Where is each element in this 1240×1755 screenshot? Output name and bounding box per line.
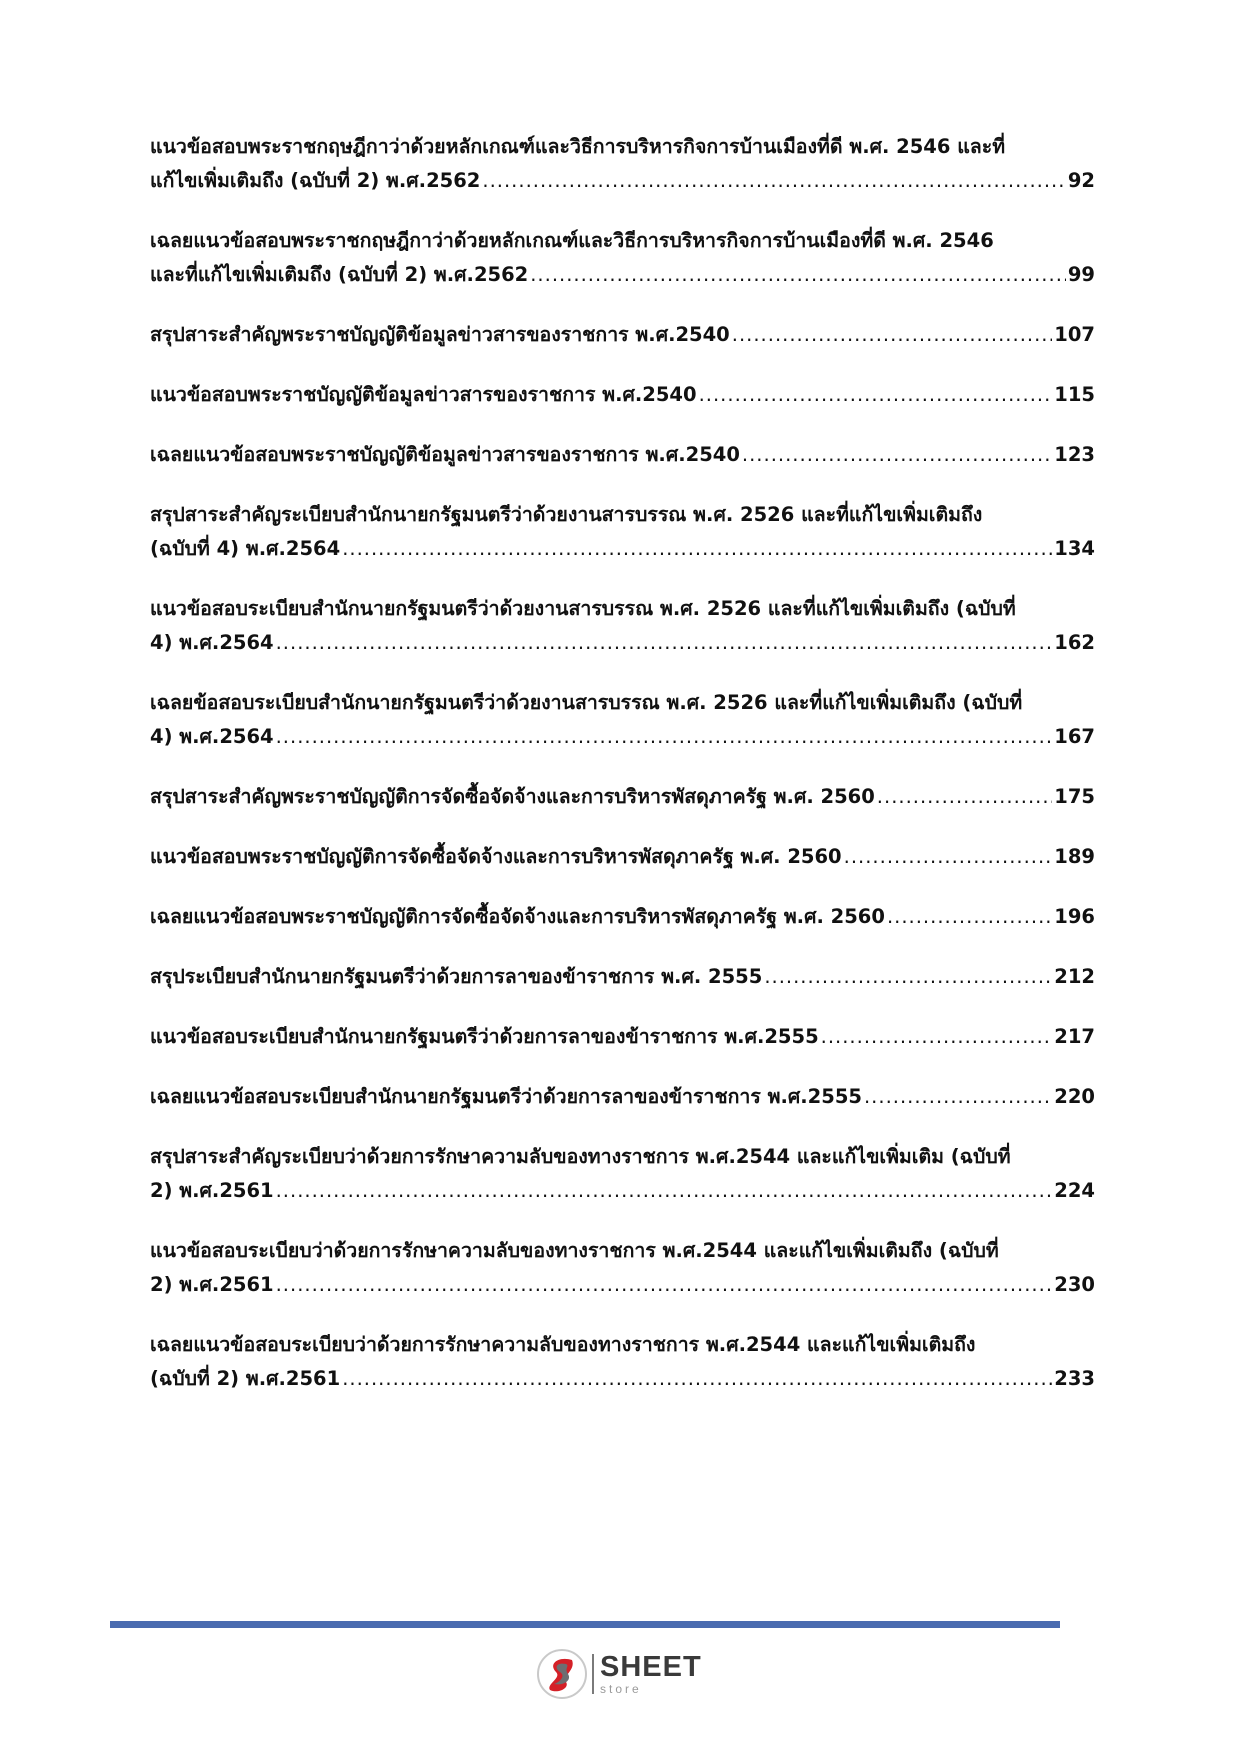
logo-text bbox=[600, 1653, 702, 1695]
toc-entry-line bbox=[150, 1020, 1095, 1054]
toc-entry-line bbox=[150, 378, 1095, 412]
toc-entry[interactable] bbox=[150, 900, 1095, 934]
toc-entry-title: แนวข้อสอบพระราชบัญญัติการจัดซื้อจัดจ้างและการบริหารพัสดุภาครัฐ พ.ศ. 2560 bbox=[150, 845, 842, 868]
toc-entry[interactable] bbox=[150, 1328, 1095, 1396]
toc-entry[interactable] bbox=[150, 1234, 1095, 1302]
toc-entry[interactable] bbox=[150, 498, 1095, 566]
sheet-store-s-icon bbox=[536, 1648, 588, 1700]
toc-entry-line bbox=[150, 960, 1095, 994]
toc-entry-line bbox=[150, 224, 1095, 258]
toc-entry-title: แนวข้อสอบพระราชกฤษฎีกาว่าด้วยหลักเกณฑ์และวิธีการบริหารกิจการบ้านเมืองที่ดี พ.ศ. 2546 และที่ bbox=[150, 135, 1006, 158]
toc-entry-title: เฉลยแนวข้อสอบพระราชบัญญัติข้อมูลข่าวสารของราชการ พ.ศ.2540 bbox=[150, 443, 740, 466]
toc-page-number: 217 bbox=[1054, 1025, 1095, 1048]
toc-entry-line bbox=[150, 900, 1095, 934]
toc-entry-title: (ฉบับที่ 2) พ.ศ.2561 bbox=[150, 1367, 341, 1390]
toc-page-number: 107 bbox=[1054, 323, 1095, 346]
toc-entry-line bbox=[150, 1362, 1095, 1396]
toc-entry-line bbox=[150, 686, 1095, 720]
footer-rule bbox=[110, 1621, 1060, 1628]
toc-entry-line bbox=[150, 498, 1095, 532]
toc-leader-dots bbox=[276, 1268, 1053, 1302]
toc-leader-dots bbox=[482, 164, 1065, 198]
toc-leader-dots bbox=[742, 438, 1052, 472]
toc-entry-line bbox=[150, 720, 1095, 754]
toc-page-number: 175 bbox=[1054, 785, 1095, 808]
toc-leader-dots bbox=[276, 720, 1053, 754]
toc-entry-title: 4) พ.ศ.2564 bbox=[150, 725, 274, 748]
logo-separator bbox=[592, 1654, 594, 1694]
toc-page-number: 233 bbox=[1054, 1367, 1095, 1390]
toc-entry-title: สรุปสาระสำคัญพระราชบัญญัติการจัดซื้อจัดจ้างและการบริหารพัสดุภาครัฐ พ.ศ. 2560 bbox=[150, 785, 875, 808]
toc-entry-title: (ฉบับที่ 4) พ.ศ.2564 bbox=[150, 537, 341, 560]
toc-page-number: 189 bbox=[1054, 845, 1095, 868]
toc-entry[interactable] bbox=[150, 1080, 1095, 1114]
toc-entry[interactable] bbox=[150, 318, 1095, 352]
toc-entry-line bbox=[150, 840, 1095, 874]
toc-leader-dots bbox=[887, 900, 1052, 934]
toc-entry[interactable] bbox=[150, 592, 1095, 660]
toc-entry[interactable] bbox=[150, 1140, 1095, 1208]
toc-entry[interactable] bbox=[150, 438, 1095, 472]
table-of-contents bbox=[150, 130, 1095, 1422]
toc-entry-title: สรุปสาระสำคัญระเบียบว่าด้วยการรักษาความลับของทางราชการ พ.ศ.2544 และแก้ไขเพิ่มเติม (ฉบับที่ bbox=[150, 1145, 1011, 1168]
toc-page-number: 224 bbox=[1054, 1179, 1095, 1202]
toc-leader-dots bbox=[276, 1174, 1053, 1208]
toc-page-number: 115 bbox=[1054, 383, 1095, 406]
toc-leader-dots bbox=[699, 378, 1053, 412]
toc-page-number: 99 bbox=[1067, 263, 1095, 286]
toc-entry-title: แนวข้อสอบระเบียบสำนักนายกรัฐมนตรีว่าด้วยการลาของข้าราชการ พ.ศ.2555 bbox=[150, 1025, 819, 1048]
toc-entry-title: แนวข้อสอบระเบียบสำนักนายกรัฐมนตรีว่าด้วยงานสารบรรณ พ.ศ. 2526 และที่แก้ไขเพิ่มเติมถึง (ฉบับที่ bbox=[150, 597, 1016, 620]
toc-entry-title: เฉลยข้อสอบระเบียบสำนักนายกรัฐมนตรีว่าด้วยงานสารบรรณ พ.ศ. 2526 และที่แก้ไขเพิ่มเติมถึง (ฉบับที่ bbox=[150, 691, 1023, 714]
toc-leader-dots bbox=[530, 258, 1066, 292]
toc-entry-title: เฉลยแนวข้อสอบพระราชกฤษฎีกาว่าด้วยหลักเกณฑ์และวิธีการบริหารกิจการบ้านเมืองที่ดี พ.ศ. 2546 bbox=[150, 229, 994, 252]
toc-leader-dots bbox=[276, 626, 1053, 660]
toc-entry-title: 2) พ.ศ.2561 bbox=[150, 1273, 274, 1296]
toc-entry-title: เฉลยแนวข้อสอบระเบียบสำนักนายกรัฐมนตรีว่าด้วยการลาของข้าราชการ พ.ศ.2555 bbox=[150, 1085, 862, 1108]
toc-entry-line bbox=[150, 1140, 1095, 1174]
toc-entry-line bbox=[150, 258, 1095, 292]
toc-entry-line bbox=[150, 1234, 1095, 1268]
toc-entry-line bbox=[150, 438, 1095, 472]
toc-page-number: 220 bbox=[1054, 1085, 1095, 1108]
toc-entry-line bbox=[150, 1174, 1095, 1208]
toc-entry[interactable] bbox=[150, 130, 1095, 198]
toc-entry[interactable] bbox=[150, 960, 1095, 994]
toc-page-number: 212 bbox=[1054, 965, 1095, 988]
toc-entry-line bbox=[150, 164, 1095, 198]
toc-entry-line bbox=[150, 592, 1095, 626]
toc-leader-dots bbox=[864, 1080, 1052, 1114]
toc-entry-title: เฉลยแนวข้อสอบพระราชบัญญัติการจัดซื้อจัดจ้างและการบริหารพัสดุภาครัฐ พ.ศ. 2560 bbox=[150, 905, 885, 928]
toc-entry[interactable] bbox=[150, 378, 1095, 412]
toc-page-number: 92 bbox=[1067, 169, 1095, 192]
toc-leader-dots bbox=[764, 960, 1052, 994]
toc-entry-line bbox=[150, 130, 1095, 164]
toc-entry[interactable] bbox=[150, 1020, 1095, 1054]
toc-entry-line bbox=[150, 1268, 1095, 1302]
logo-subtitle: store bbox=[600, 1682, 642, 1696]
toc-page-number: 196 bbox=[1054, 905, 1095, 928]
toc-leader-dots bbox=[342, 532, 1052, 566]
toc-entry[interactable] bbox=[150, 780, 1095, 814]
logo-word: SHEET bbox=[600, 1651, 702, 1683]
toc-entry-title: แนวข้อสอบระเบียบว่าด้วยการรักษาความลับของทางราชการ พ.ศ.2544 และแก้ไขเพิ่มเติมถึง (ฉบับที่ bbox=[150, 1239, 999, 1262]
toc-page-number: 134 bbox=[1054, 537, 1095, 560]
toc-entry-title: เฉลยแนวข้อสอบระเบียบว่าด้วยการรักษาความลับของทางราชการ พ.ศ.2544 และแก้ไขเพิ่มเติมถึง bbox=[150, 1333, 976, 1356]
sheet-store-logo bbox=[536, 1648, 702, 1700]
toc-entry[interactable] bbox=[150, 686, 1095, 754]
toc-entry-line bbox=[150, 532, 1095, 566]
toc-leader-dots bbox=[821, 1020, 1053, 1054]
toc-entry-title: สรุประเบียบสำนักนายกรัฐมนตรีว่าด้วยการลาของข้าราชการ พ.ศ. 2555 bbox=[150, 965, 763, 988]
toc-page-number: 162 bbox=[1054, 631, 1095, 654]
toc-entry-title: และที่แก้ไขเพิ่มเติมถึง (ฉบับที่ 2) พ.ศ.2562 bbox=[150, 263, 529, 286]
toc-leader-dots bbox=[844, 840, 1053, 874]
toc-entry-line bbox=[150, 1080, 1095, 1114]
toc-entry-title: แนวข้อสอบพระราชบัญญัติข้อมูลข่าวสารของราชการ พ.ศ.2540 bbox=[150, 383, 697, 406]
toc-entry-title: 2) พ.ศ.2561 bbox=[150, 1179, 274, 1202]
toc-entry-title: 4) พ.ศ.2564 bbox=[150, 631, 274, 654]
toc-entry-line bbox=[150, 318, 1095, 352]
toc-entry[interactable] bbox=[150, 224, 1095, 292]
toc-entry-title: สรุปสาระสำคัญระเบียบสำนักนายกรัฐมนตรีว่าด้วยงานสารบรรณ พ.ศ. 2526 และที่แก้ไขเพิ่มเติมถึง bbox=[150, 503, 983, 526]
toc-entry-line bbox=[150, 1328, 1095, 1362]
toc-leader-dots bbox=[342, 1362, 1052, 1396]
toc-entry-title: สรุปสาระสำคัญพระราชบัญญัติข้อมูลข่าวสารของราชการ พ.ศ.2540 bbox=[150, 323, 730, 346]
toc-page-number: 123 bbox=[1054, 443, 1095, 466]
toc-page-number: 230 bbox=[1054, 1273, 1095, 1296]
toc-entry[interactable] bbox=[150, 840, 1095, 874]
toc-entry-line bbox=[150, 626, 1095, 660]
toc-leader-dots bbox=[877, 780, 1052, 814]
toc-leader-dots bbox=[732, 318, 1053, 352]
toc-entry-title: แก้ไขเพิ่มเติมถึง (ฉบับที่ 2) พ.ศ.2562 bbox=[150, 169, 481, 192]
toc-page-number: 167 bbox=[1054, 725, 1095, 748]
toc-entry-line bbox=[150, 780, 1095, 814]
